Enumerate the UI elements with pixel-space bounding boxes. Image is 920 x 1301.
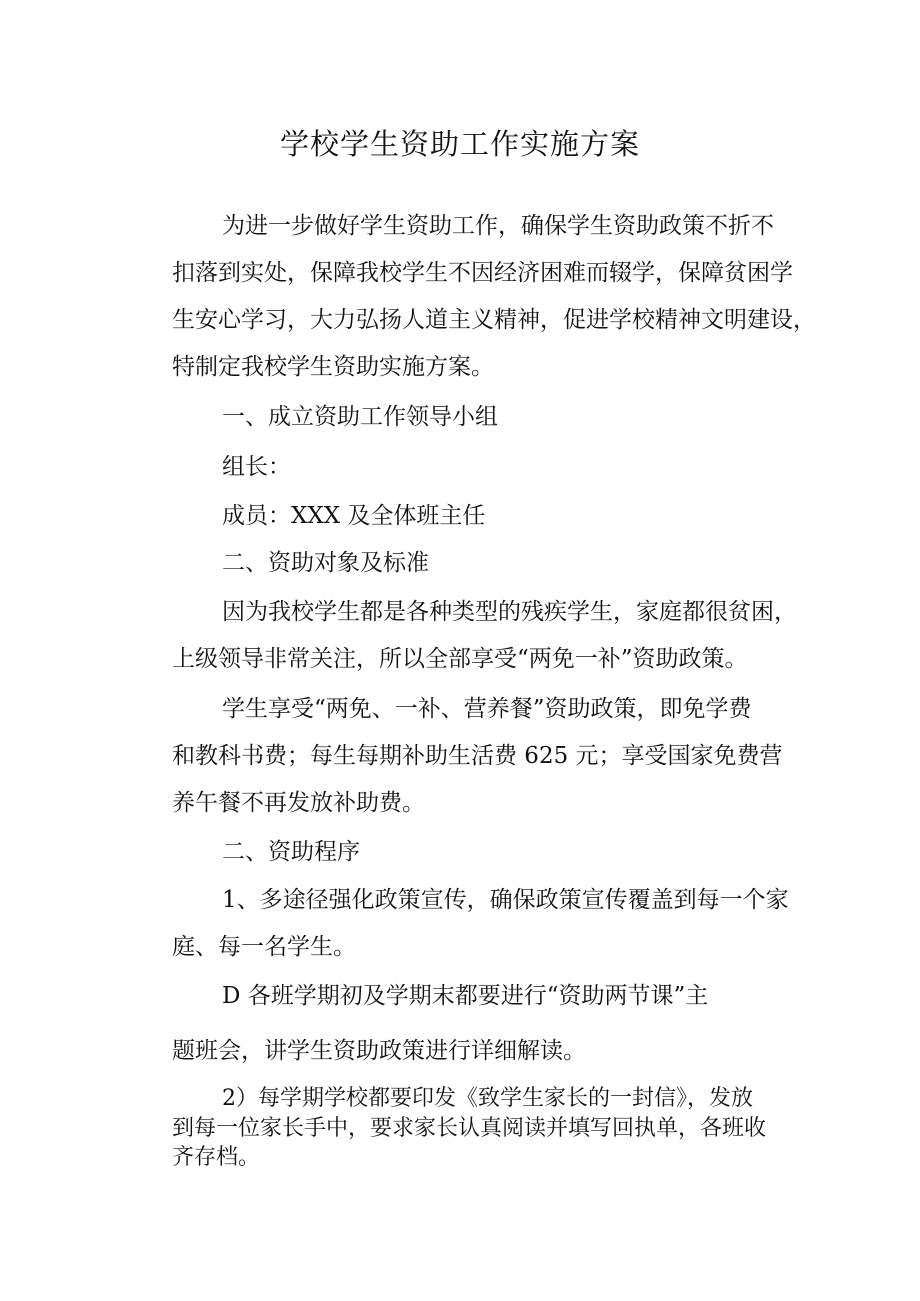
section2-p2-line-3: 养午餐不再发放补助费。 [172, 790, 425, 816]
section2-p1-line-2: 上级领导非常关注，所以全部享受“两免一补”资助政策。 [172, 646, 748, 672]
section1-heading: 一、成立资助工作领导小组 [222, 404, 498, 430]
section1-members: 成员：XXX 及全体班主任 [222, 503, 486, 529]
section3-sub2-line-1: 2）每学期学校都要印发《致学生家长的一封信》，发放 [222, 1086, 753, 1111]
section3-sub1-line-2: 题班会，讲学生资助政策进行详细解读。 [172, 1038, 586, 1064]
section3-sub1-line-1: D 各班学期初及学期末都要进行“资助两节课”主 [222, 983, 709, 1009]
section2-p2-line-1: 学生享受“两免、一补、营养餐”资助政策，即免学费 [222, 696, 752, 722]
document-title: 学校学生资助工作实施方案 [279, 127, 640, 161]
section3-sub2-line-2: 到每一位家长手中，要求家长认真阅读并填写回执单，各班收 [172, 1116, 767, 1141]
section2-heading: 二、资助对象及标准 [222, 550, 429, 576]
section3-sub2-line-3: 齐存档。 [172, 1145, 261, 1170]
intro-line-1: 为进一步做好学生资助工作，确保学生资助政策不折不 [222, 213, 774, 239]
section2-p1-line-1: 因为我校学生都是各种类型的残疾学生，家庭都很贫困， [222, 599, 797, 625]
section2-p2-line-2: 和教科书费；每生每期补助生活费 625 元；享受国家免费营 [172, 743, 783, 769]
section3-item1-line-1: 1、多途径强化政策宣传，确保政策宣传覆盖到每一个家 [222, 887, 789, 913]
section3-heading: 二、资助程序 [222, 839, 360, 865]
intro-line-3: 生安心学习，大力弘扬人道主义精神，促进学校精神文明建设， [172, 307, 816, 333]
section1-leader: 组长： [222, 454, 291, 480]
intro-line-4: 特制定我校学生资助实施方案。 [172, 354, 494, 380]
section3-item1-line-2: 庭、每一名学生。 [172, 934, 356, 960]
intro-line-2: 扣落到实处，保障我校学生不因经济困难而辍学，保障贫困学 [172, 260, 793, 286]
